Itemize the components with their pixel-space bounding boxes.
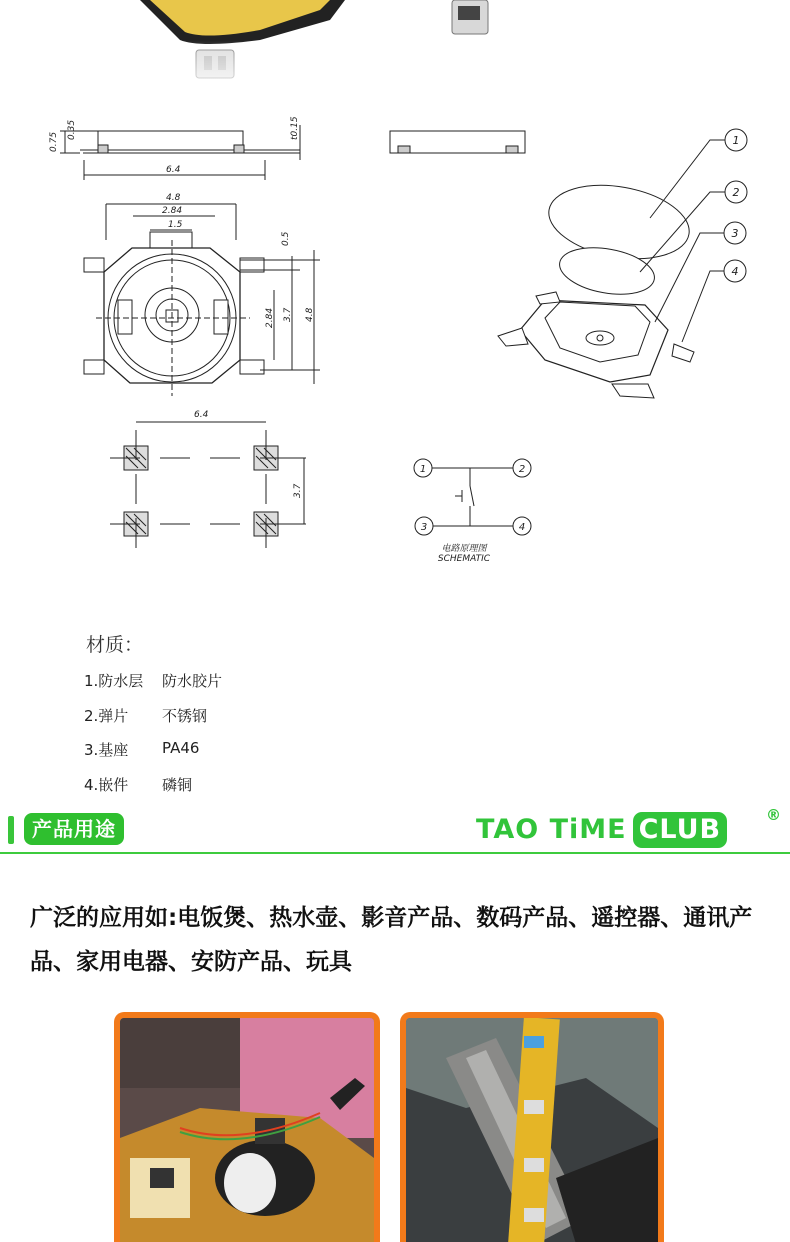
dim-2.84-side: 2.84 (265, 307, 275, 328)
section-tag-label: 产品用途 (24, 813, 124, 845)
material-name: 3.基座 (84, 741, 129, 759)
top-product-photo (0, 0, 790, 100)
dim-0.5: 0.5 (281, 231, 291, 246)
dim-6.4-side: 6.4 (166, 165, 181, 175)
schematic-pin-3: 3 (420, 522, 428, 533)
material-name: 2.弹片 (84, 707, 129, 725)
dim-2.84-top: 2.84 (162, 206, 183, 216)
material-row (84, 705, 208, 726)
part-label-1: 1 (732, 134, 740, 147)
schematic-pin-4: 4 (518, 522, 526, 533)
material-value: 不锈钢 (162, 707, 208, 725)
part-label-4: 4 (731, 265, 739, 278)
material-name: 1.防水层 (84, 672, 144, 690)
dim-0.15: t0.15 (290, 116, 300, 140)
material-title: 材质： (86, 634, 144, 656)
brand-club: CLUB (633, 812, 728, 848)
application-photo-left (114, 1012, 380, 1242)
brand-text: TAO TiME (476, 814, 627, 845)
dim-4.8-side: 4.8 (305, 307, 315, 322)
schematic-title-en: SCHEMATIC (437, 554, 491, 564)
dim-0.75: 0.75 (49, 131, 59, 152)
material-row (84, 739, 200, 760)
material-row (84, 774, 193, 795)
schematic-pin-1: 1 (419, 464, 427, 475)
dim-1.5: 1.5 (168, 220, 183, 230)
dim-3.7-pad: 3.7 (293, 483, 303, 498)
application-photo-right (400, 1012, 664, 1242)
material-row (84, 670, 223, 691)
material-value: 防水胶片 (162, 672, 223, 690)
material-name: 4.嵌件 (84, 776, 129, 794)
material-value: 磷铜 (162, 776, 193, 794)
technical-drawing (0, 100, 790, 580)
part-label-2: 2 (732, 186, 740, 199)
registered-mark: ® (766, 806, 782, 824)
dim-4.8-top: 4.8 (166, 193, 181, 203)
schematic-title-cn: 电路原理图 (441, 544, 487, 554)
material-value: PA46 (162, 739, 200, 757)
tag-bar (8, 816, 14, 844)
applications-text: 广泛的应用如:电饭煲、热水壶、影音产品、数码产品、遥控器、通讯产品、家用电器、安防产品、玩具 (30, 905, 753, 975)
dim-0.35: 0.35 (67, 119, 77, 140)
dim-6.4-pad: 6.4 (194, 410, 209, 420)
divider-line (0, 852, 790, 854)
schematic-pin-2: 2 (518, 464, 526, 475)
dim-3.7-side: 3.7 (283, 307, 293, 322)
part-label-3: 3 (731, 227, 739, 240)
brand-logo (476, 806, 782, 852)
